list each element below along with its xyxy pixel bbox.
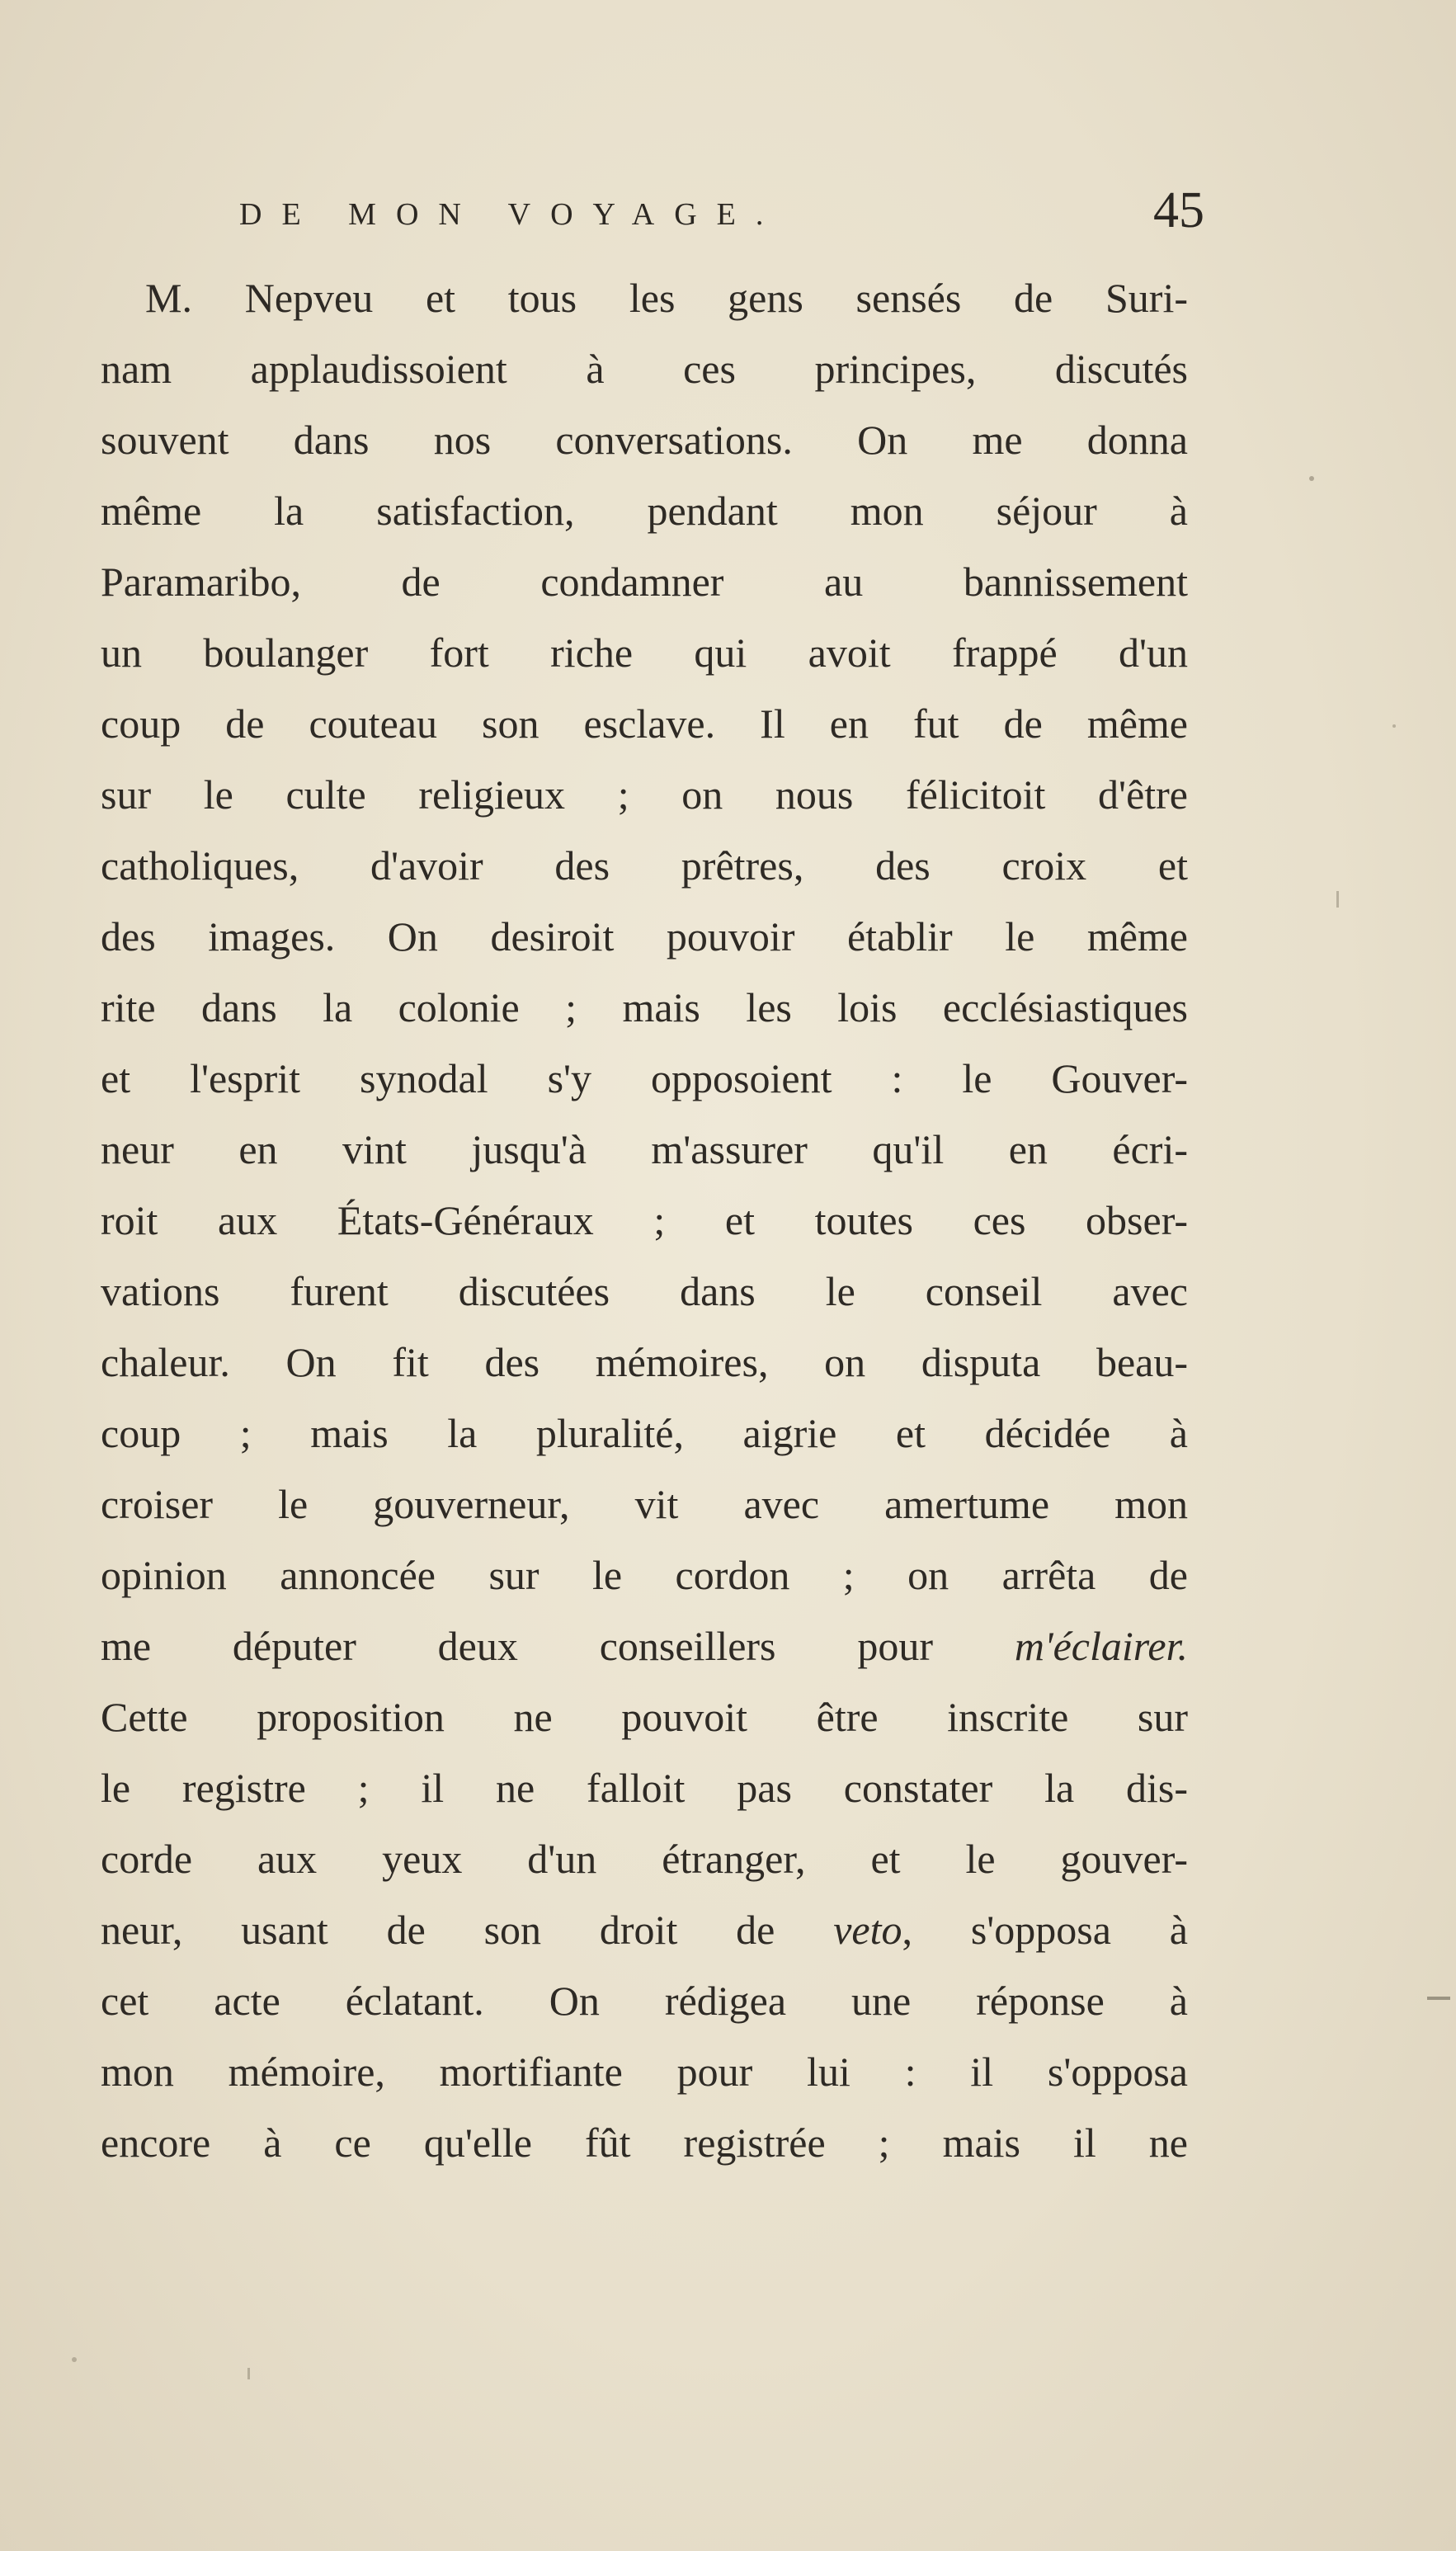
page-number: 45 xyxy=(1153,182,1204,238)
text-line: cet acte éclatant. On rédigea une réponse à xyxy=(101,1978,1188,2024)
text-segment: neur, usant de son droit de xyxy=(101,1907,775,1953)
text-line: nam applaudissoient à ces principes, discutés xyxy=(101,346,1188,392)
text-line: chaleur. On fit des mémoires, on disputa beau- xyxy=(101,1339,1188,1385)
text-line: corde aux yeux d'un étranger, et le gouver- xyxy=(101,1836,1188,1882)
text-line: croiser le gouverneur, vit avec amertume mon xyxy=(101,1481,1188,1527)
text-line: Paramaribo, de condamner au bannissement xyxy=(101,559,1188,605)
text-line-with-italic xyxy=(101,1610,1188,1681)
text-line: sur le culte religieux ; on nous félicitoit d'être xyxy=(101,771,1188,818)
text-line: M. Nepveu et tous les gens sensés de Suri- xyxy=(145,275,1188,321)
running-head xyxy=(223,182,1204,256)
italic-word: veto xyxy=(833,1907,902,1953)
italic-word: m'éclairer. xyxy=(1014,1623,1188,1669)
text-line: vations furent discutées dans le conseil avec xyxy=(101,1268,1188,1314)
text-line: un boulanger fort riche qui avoit frappé d'un xyxy=(101,629,1188,676)
text-line: neur en vint jusqu'à m'assurer qu'il en écri- xyxy=(101,1126,1188,1172)
text-line: catholiques, d'avoir des prêtres, des croix et xyxy=(101,842,1188,889)
text-line: rite dans la colonie ; mais les lois ecclésiastiques xyxy=(101,984,1188,1030)
text-line: souvent dans nos conversations. On me donna xyxy=(101,417,1188,463)
text-segment: , s'opposa à xyxy=(902,1907,1188,1953)
text-line: le registre ; il ne falloit pas constater la dis- xyxy=(101,1765,1188,1811)
running-title: DE MON VOYAGE. xyxy=(239,197,784,232)
text-line-with-italic xyxy=(101,1894,1188,1965)
text-line: opinion annoncée sur le cordon ; on arrêta de xyxy=(101,1552,1188,1598)
text-line: coup ; mais la pluralité, aigrie et décidée à xyxy=(101,1410,1188,1456)
text-line: encore à ce qu'elle fût registrée ; mais il ne xyxy=(101,2120,1188,2166)
text-line: des images. On desiroit pouvoir établir le même xyxy=(101,913,1188,960)
text-line: et l'esprit synodal s'y opposoient : le Gouver- xyxy=(101,1055,1188,1101)
text-line: coup de couteau son esclave. Il en fut de même xyxy=(101,700,1188,747)
body-text xyxy=(101,262,1188,2178)
text-line: Cette proposition ne pouvoit être inscrite sur xyxy=(101,1694,1188,1740)
text-line: roit aux États-Généraux ; et toutes ces obser- xyxy=(101,1197,1188,1243)
text-line: mon mémoire, mortifiante pour lui : il s'opposa xyxy=(101,2049,1188,2095)
text-segment: me députer deux conseillers pour xyxy=(101,1623,933,1669)
text-line: même la satisfaction, pendant mon séjour à xyxy=(101,488,1188,534)
